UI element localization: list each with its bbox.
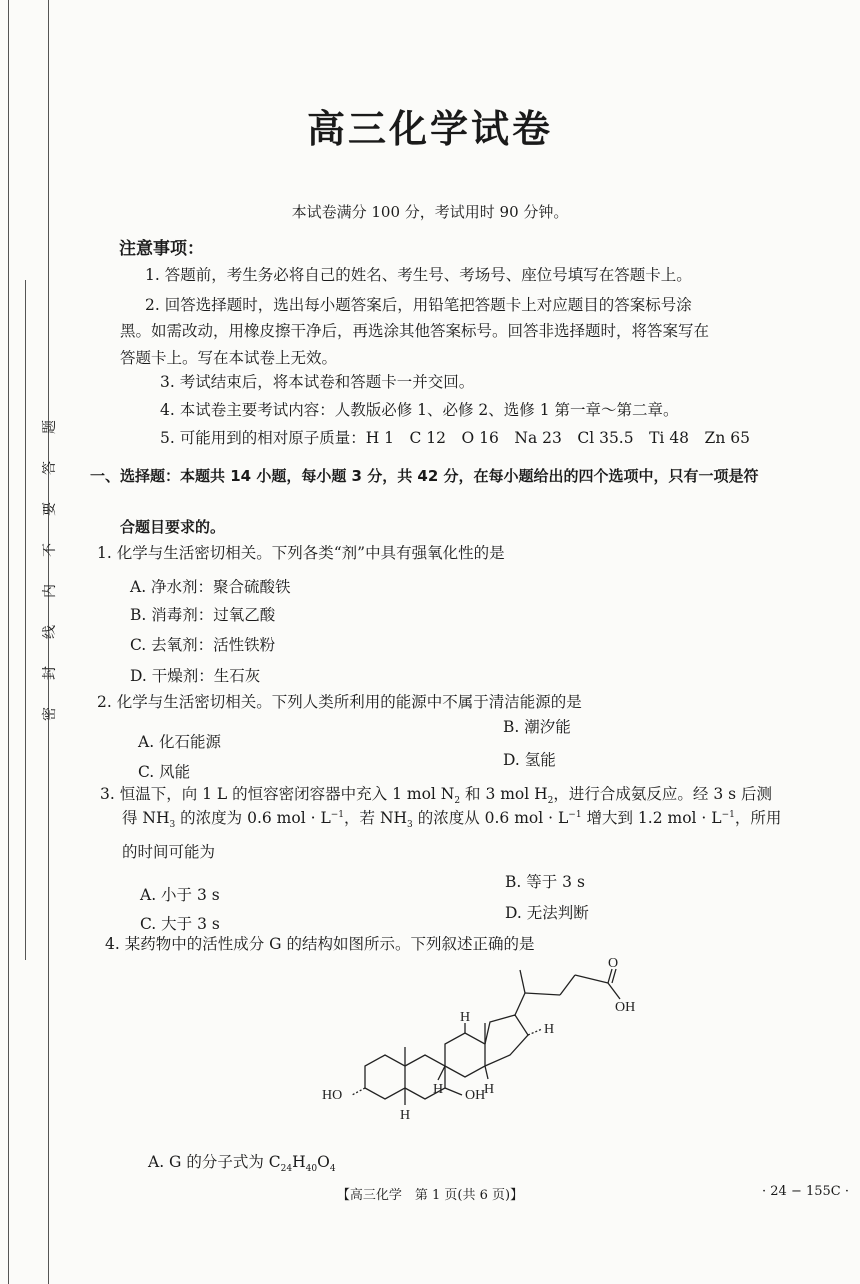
exam-code: · 24 − 155C · <box>762 1184 849 1199</box>
ring-c-h-label: H <box>460 1010 471 1025</box>
q1-option-c: C. 去氧剂：活性铁粉 <box>130 636 276 654</box>
binding-label-char: 密 <box>42 707 58 721</box>
ring-oh-label: OH <box>465 1088 486 1103</box>
q2-stem: 2. 化学与生活密切相关。下列人类所利用的能源中不属于清洁能源的是 <box>97 693 582 711</box>
q2-option-d: D. 氢能 <box>503 751 556 769</box>
binding-line-outer <box>8 0 9 1284</box>
ring-d-h-label: H <box>484 1082 495 1097</box>
note-5: 5. 可能用到的相对原子质量：H 1 C 12 O 16 Na 23 Cl 35.5 Ti 48 Zn 65 <box>160 429 750 447</box>
carbonyl-o-label: O <box>608 956 619 971</box>
binding-label-char: 封 <box>42 666 58 680</box>
exam-subtitle: 本试卷满分 100 分，考试用时 90 分钟。 <box>291 203 569 221</box>
exam-title: 高三化学试卷 <box>306 107 553 151</box>
note-2: 2. 回答选择题时，选出每小题答案后，用铅笔把答题卡上对应题目的答案标号涂 <box>145 296 692 314</box>
notes-heading: 注意事项： <box>119 239 204 259</box>
q3-option-b: B. 等于 3 s <box>505 873 585 891</box>
page-footer: 【高三化学 第 1 页(共 6 页)】 <box>336 1188 524 1203</box>
ring-b-h-label: H <box>433 1082 444 1097</box>
q1-option-d: D. 干燥剂：生石灰 <box>130 667 261 685</box>
q1-option-b: B. 消毒剂：过氧乙酸 <box>130 606 276 624</box>
q4-stem: 4. 某药物中的活性成分 G 的结构如图所示。下列叙述正确的是 <box>105 935 535 953</box>
q3-option-c: C. 大于 3 s <box>140 915 220 933</box>
binding-line-short <box>25 280 26 960</box>
bottom-h-label: H <box>400 1108 411 1123</box>
note-4: 4. 本试卷主要考试内容：人教版必修 1、必修 2、选修 1 第一章～第二章。 <box>160 401 679 419</box>
q4-option-a: A. G 的分子式为 $C_{24}H_{40}O_4$ <box>148 1153 336 1175</box>
section-1-heading: 一、选择题：本题共 14 小题，每小题 3 分，共 42 分，在每小题给出的四个选项中，只有一项是符 <box>90 467 759 485</box>
q2-option-c: C. 风能 <box>138 763 191 781</box>
note-1: 1. 答题前，考生务必将自己的姓名、考生号、考场号、座位号填写在答题卡上。 <box>145 266 692 284</box>
note-2-cont2: 答题卡上。写在本试卷上无效。 <box>120 349 338 367</box>
binding-label-char: 线 <box>42 625 58 639</box>
q3-option-a: A. 小于 3 s <box>140 886 220 904</box>
side-h-label: H <box>544 1022 555 1037</box>
q3-option-d: D. 无法判断 <box>505 904 589 922</box>
binding-label-char: 题 <box>42 420 58 434</box>
binding-warning-label <box>38 420 62 721</box>
q1-stem: 1. 化学与生活密切相关。下列各类“剂”中具有强氧化性的是 <box>97 544 505 562</box>
q2-option-b: B. 潮汐能 <box>503 718 571 736</box>
q2-option-a: A. 化石能源 <box>138 733 222 751</box>
q3-stem-line2: 得 $NH_3$ 的浓度为 0.6 mol · $L^{-1}$，若 $NH_3$ 的浓度从 0.6 mol · $L^{-1}$ 增大到 1.2 mol · $L^{-1}$，所用 <box>122 809 782 831</box>
q3-stem-line3: 的时间可能为 <box>122 843 216 861</box>
note-3: 3. 考试结束后，将本试卷和答题卡一并交回。 <box>160 373 475 391</box>
binding-label-char: 内 <box>42 584 58 598</box>
note-2-cont: 黑。如需改动，用橡皮擦干净后，再选涂其他答案标号。回答非选择题时，将答案写在 <box>120 322 710 340</box>
q1-option-a: A. 净水剂：聚合硫酸铁 <box>130 578 291 596</box>
binding-label-char: 要 <box>42 502 58 516</box>
q3-stem-line1: 3. 恒温下，向 1 L 的恒容密闭容器中充入 1 mol $N_2$ 和 3 mol $H_2$，进行合成氨反应。经 3 s 后测 <box>100 785 773 807</box>
binding-label-char: 不 <box>42 543 58 557</box>
compound-g-structure <box>310 955 670 1145</box>
section-1-heading-cont: 合题目要求的。 <box>120 518 226 536</box>
ho-label: HO <box>322 1088 343 1103</box>
acid-oh-label: OH <box>615 1000 636 1015</box>
binding-label-char: 答 <box>42 461 58 475</box>
